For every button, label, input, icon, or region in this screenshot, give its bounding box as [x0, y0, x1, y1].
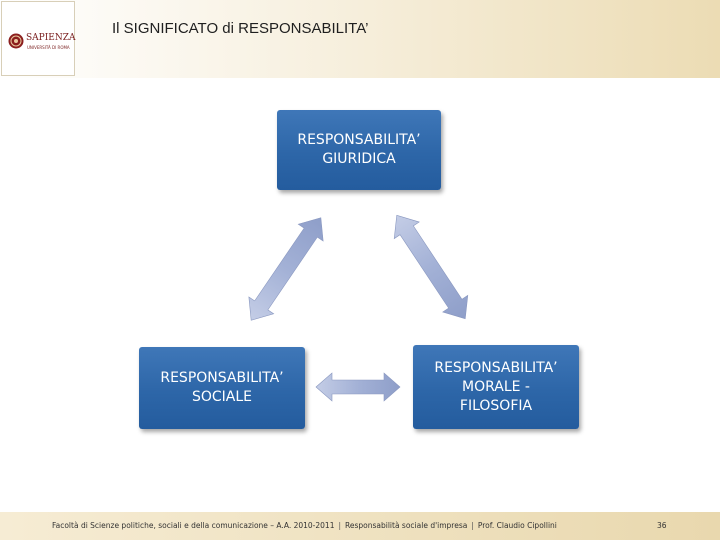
- node-legal-responsibility: RESPONSABILITA’ GIURIDICA: [277, 110, 441, 190]
- logo-name: SAPIENZA: [26, 33, 76, 43]
- arrow-top-right: [384, 207, 477, 327]
- logo-subtitle: UNIVERSITÀ DI ROMA: [27, 45, 70, 50]
- arrow-left-right: [316, 373, 400, 401]
- footer-course: Responsabilità sociale d'impresa: [345, 521, 468, 530]
- node-social-responsibility: RESPONSABILITA’ SOCIALE: [139, 347, 305, 429]
- node-moral-philosophical-responsibility: RESPONSABILITA’ MORALE - FILOSOFIA: [413, 345, 579, 429]
- footer-text: [52, 521, 557, 530]
- page-number: 36: [657, 521, 667, 530]
- footer-professor: Prof. Claudio Cipollini: [477, 521, 557, 530]
- footer-faculty: Facoltà di Scienze politiche, sociali e della comunicazione – A.A. 2010-2011: [52, 521, 335, 530]
- arrow-top-left: [239, 209, 334, 328]
- footer-separator: |: [338, 521, 341, 530]
- footer-separator: |: [471, 521, 474, 530]
- slide-title: Il SIGNIFICATO di RESPONSABILITA’: [112, 20, 369, 37]
